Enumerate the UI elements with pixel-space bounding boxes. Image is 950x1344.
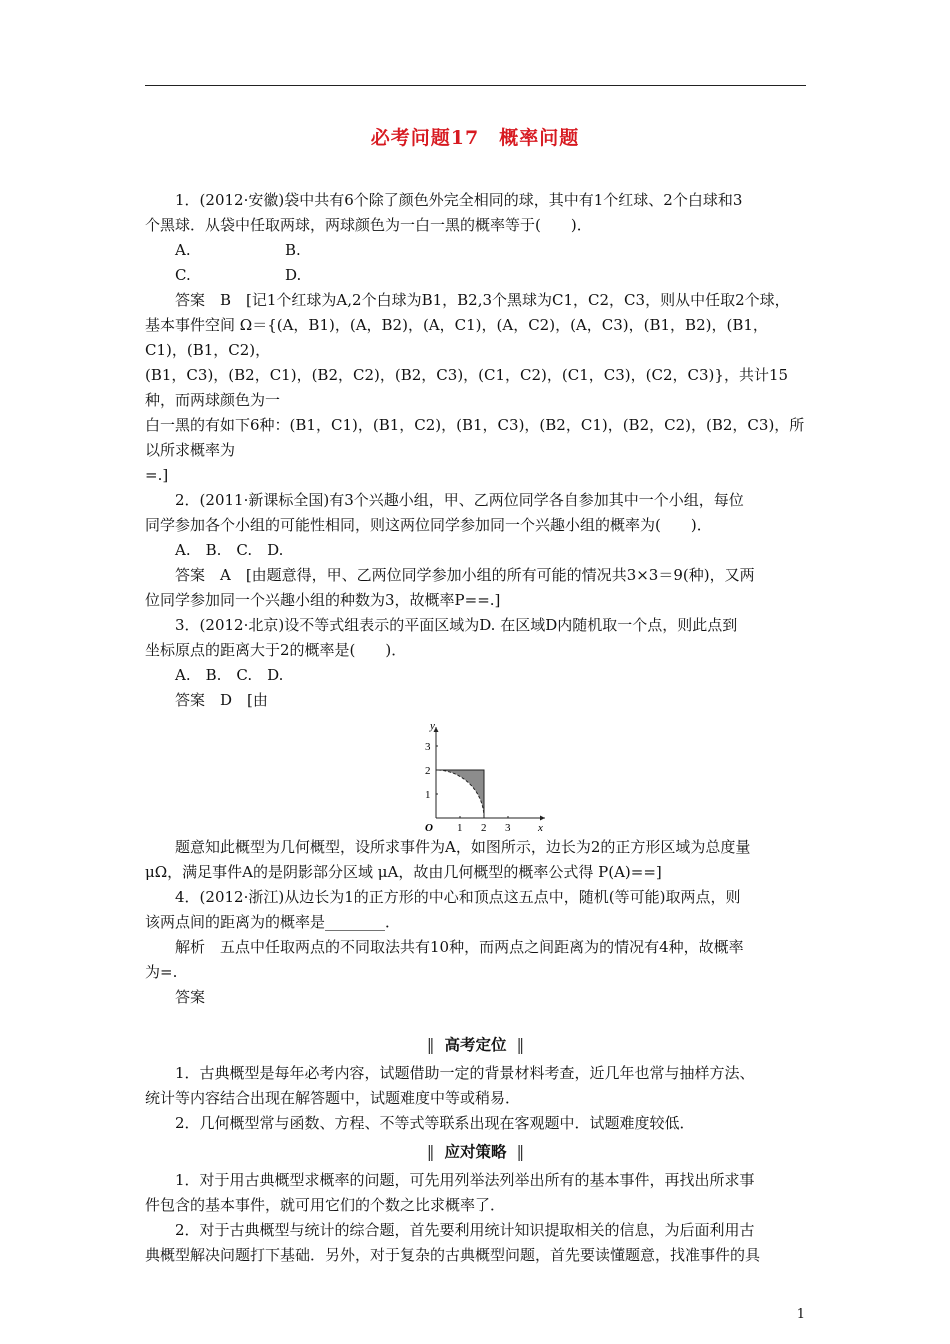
y-tick-label-2: 2 <box>425 765 431 777</box>
q1-choices-row1 <box>145 238 806 263</box>
header-rule <box>145 85 806 86</box>
q3-stem-line1: 3．(2012·北京)设不等式组表示的平面区域为D. 在区域D内随机取一个点，则此点到 <box>175 616 738 634</box>
q4-stem-line2: 该两点间的距离为的概率是________． <box>145 913 401 931</box>
x-axis-label: x <box>538 822 543 833</box>
q1-answer-line1: 答案 B [记1个红球为A,2个白球为B1，B2,3个黑球为C1，C2，C3，则从中任取2个球， <box>175 291 790 309</box>
y-axis-label: y <box>430 720 435 732</box>
q2-answer-line1: 答案 A [由题意得，甲、乙两位同学参加小组的所有可能的情况共3×3＝9(种)，又两 <box>175 566 755 584</box>
q3-figure <box>145 713 806 835</box>
section1-p1-line2: 统计等内容结合出现在解答题中，试题难度中等或稍易． <box>145 1089 521 1107</box>
x-tick-label-1: 1 <box>457 822 463 833</box>
q1-answer-line5: =.] <box>145 466 169 484</box>
x-tick-label-3: 3 <box>505 822 511 833</box>
q3-answer-line2: 题意知此概型为几何概型，设所求事件为A，如图所示，边长为2的正方形区域为总度量 <box>175 838 751 856</box>
q4-answer: 答案 <box>175 988 206 1006</box>
q3-stem-line2: 坐标原点的距离大于2的概率是( )． <box>145 641 407 659</box>
q1-choice-b: B. <box>285 241 301 259</box>
x-tick-label-2: 2 <box>481 822 487 833</box>
shaded-region <box>436 770 484 818</box>
q1-answer-line3: (B1，C3)，(B2，C1)，(B2，C2)，(B2，C3)，(C1，C2)，(C1，C3)，(C2，C3)}，共计15种，而两球颜色为一 <box>145 366 789 409</box>
q4-solution-line2: 为=. <box>145 963 178 981</box>
q4-solution-line1: 解析 五点中任取两点的不同取法共有10种，而两点之间距离为的情况有4种，故概率 <box>175 938 744 956</box>
coordinate-figure <box>410 715 550 833</box>
y-tick-label-1: 1 <box>425 789 431 801</box>
x-axis-arrow <box>540 816 545 821</box>
q1-answer-line4: 白一黑的有如下6种：(B1，C1)，(B1，C2)，(B1，C3)，(B2，C1)，(B2，C2)，(B2，C3)，所以所求概率为 <box>145 416 805 459</box>
section2-p2-line2: 典概型解决问题打下基础．另外，对于复杂的古典概型问题，首先要读懂题意，找准事件的具 <box>145 1246 761 1264</box>
q1-stem-line1: 1．(2012·安徽)袋中共有6个除了颜色外完全相同的球，其中有1个红球、2个白球和3 <box>175 191 743 209</box>
section1-p2: 2．几何概型常与函数、方程、不等式等联系出现在客观题中．试题难度较低． <box>175 1114 695 1132</box>
section-bar-right: ‖ <box>516 1036 525 1054</box>
section-heading-text: 高考定位 <box>444 1035 507 1054</box>
section1-p1-line1: 1．古典概型是每年必考内容，试题借助一定的背景材料考查，近几年也常与抽样方法、 <box>175 1064 755 1082</box>
section2-p1-line1: 1．对于用古典概型求概率的问题，可先用列举法列举出所有的基本事件，再找出所求事 <box>175 1171 755 1189</box>
section2-p2-line1: 2．对于古典概型与统计的综合题，首先要利用统计知识提取相关的信息，为后面利用古 <box>175 1221 755 1239</box>
section-bar-left: ‖ <box>426 1036 435 1054</box>
section-heading-text: 应对策略 <box>444 1142 507 1161</box>
q1-choice-a: A. <box>175 241 191 259</box>
section2-p1-line2: 件包含的基本事件，就可用它们的个数之比求概率了． <box>145 1196 506 1214</box>
q2-stem-line1: 2．(2011·新课标全国)有3个兴趣小组，甲、乙两位同学各自参加其中一个小组，每位 <box>175 491 744 509</box>
q1-choice-c: C. <box>175 266 191 284</box>
q1-answer-line2: 基本事件空间 Ω＝{(A，B1)，(A，B2)，(A，C1)，(A，C2)，(A，C3)，(B1，B2)，(B1，C1)，(B1，C2)， <box>145 316 768 359</box>
y-tick-label-3: 3 <box>425 741 431 753</box>
q2-choices: A. B. C. D. <box>175 541 284 559</box>
q1-choice-d: D. <box>285 266 302 284</box>
section-bar-right: ‖ <box>516 1143 525 1161</box>
document-body <box>145 188 806 1268</box>
q3-answer-line3: μΩ，满足事件A的是阴影部分区域 μA，故由几何概型的概率公式得 P(A)==] <box>145 863 662 881</box>
page-title: 必考问题17 概率问题 <box>370 127 580 149</box>
origin-label: O <box>425 822 433 833</box>
section-heading-strategy <box>145 1139 806 1165</box>
page-number: 1 <box>796 1307 805 1322</box>
q1-stem-line2: 个黑球．从袋中任取两球，两球颜色为一白一黑的概率等于( )． <box>145 216 592 234</box>
q3-choices: A. B. C. D. <box>175 666 284 684</box>
q3-answer-line1: 答案 D [由 <box>175 691 268 709</box>
q2-stem-line2: 同学参加各个小组的可能性相同，则这两位同学参加同一个兴趣小组的概率为( )． <box>145 516 712 534</box>
section-bar-left: ‖ <box>426 1143 435 1161</box>
q1-choices-row2 <box>145 263 806 288</box>
section-heading-gaokao <box>145 1032 806 1058</box>
q4-stem-line1: 4．(2012·浙江)从边长为1的正方形的中心和顶点这五点中，随机(等可能)取两点，则 <box>175 888 741 906</box>
q2-answer-line2: 位同学参加同一个兴趣小组的种数为3，故概率P==.] <box>145 591 501 609</box>
